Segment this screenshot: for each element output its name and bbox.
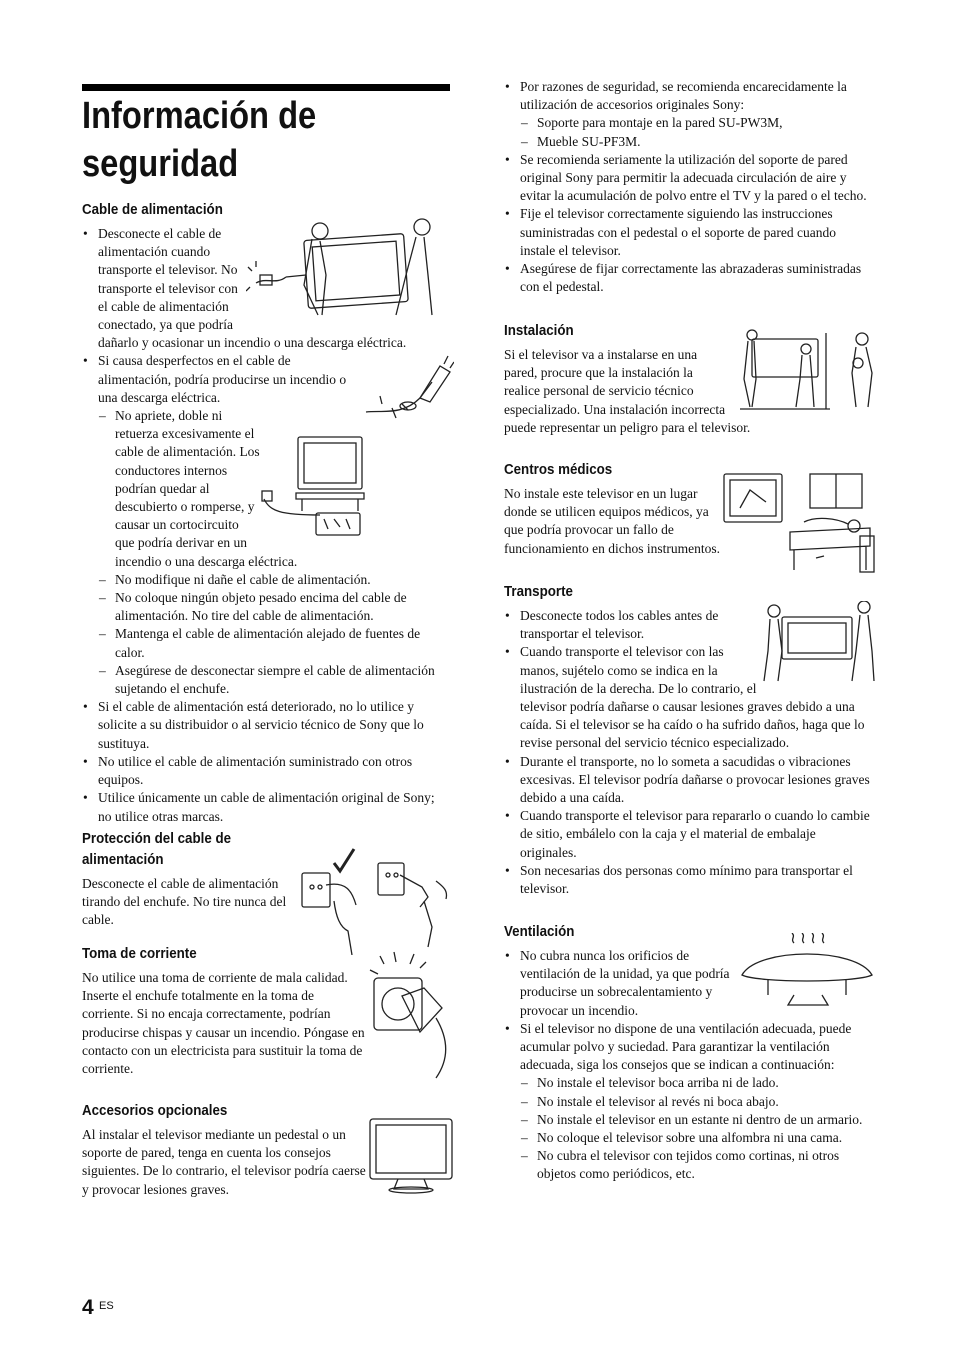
list-item: – Asegúrese de desconectar siempre el cable de alimentación sujetando el enchufe. <box>98 662 450 698</box>
list-item: • Cuando transporte el televisor con las manos, sujételo como se indica en la ilustración de la derecha. De lo contrario, el televisor podría dañarse o causar lesiones graves debido a una caída. Si el televisor se ha caído o ha sufrido daños, haga que lo revise personal del servicio técnico especializado. <box>504 643 872 752</box>
list-item: • No utilice el cable de alimentación suministrado con otros equipos. <box>82 753 450 789</box>
outlet-sparks-illustration <box>366 948 454 1080</box>
heading-ventilacion: Ventilación <box>504 924 575 940</box>
page-language: ES <box>99 1300 114 1312</box>
list-item: – No instale el televisor boca arriba ni de lado. <box>520 1074 872 1092</box>
list-item: • Durante el transporte, no lo someta a sacudidas o vibraciones excesivas. El televisor podría dañarse o provocar lesiones graves debido a una caída. <box>504 753 872 808</box>
heading-transporte: Transporte <box>504 584 573 600</box>
hospital-illustration <box>720 472 876 574</box>
list-item: – No coloque el televisor sobre una alfombra ni una cama. <box>520 1129 872 1147</box>
list-item: – No cubra el televisor con tejidos como cortinas, ni otros objetos como periódicos, etc. <box>520 1147 872 1183</box>
list-item: • No cubra nunca los orificios de ventilación de la unidad, ya que podría producirse un sobrecalentamiento y provocar un incendio. <box>504 947 872 1020</box>
list-item: – No instale el televisor en un estante ni dentro de un armario. <box>520 1111 872 1129</box>
list-item: • Si causa desperfectos en el cable de alimentación, podría producirse un incendio o una descarga eléctrica. – No apriete, doble ni retuerza excesivamente el cable de alimentación. Los conductores internos podrían quedar al descubierto o romperse, y causar un cortocircuito que podría derivar en un incendio o una descarga eléctrica. – No modifique ni dañe el cable de alimentación. – No coloque ningún objeto pesado encima del cable de alimentación. No tire del cable de alimentación. – Mantenga el cable de alimentación alejado de fuentes de calor. – Asegúrese de desconectar siempre el cable de alimentación sujetando el enchufe. <box>82 352 450 698</box>
list-item: – No instale el televisor al revés ni boca abajo. <box>520 1093 872 1111</box>
list-item: – No modifique ni dañe el cable de alimentación. <box>98 571 450 589</box>
list-item: • Si el televisor no dispone de una ventilación adecuada, puede acumular polvo y suciedad. Para garantizar la ventilación adecuada, siga los consejos que se indican a continuación: – No instale el televisor boca arriba ni de lado. – No instale el televisor al revés ni boca abajo. – No instale el televisor en un estante ni dentro de un armario. – No coloque el televisor sobre una alfombra ni una cama. – No cubra el televisor con tejidos como cortinas, ni otros objetos como periódicos, etc. <box>504 1020 872 1184</box>
section-proteccion <box>82 829 450 955</box>
list-item: • Si el cable de alimentación está deteriorado, no lo utilice y solicite a su distribuidor o al servicio técnico de Sony que lo sustituya. <box>82 698 450 753</box>
heading-toma: Toma de corriente <box>82 946 197 962</box>
section-instalacion <box>504 321 872 437</box>
section-cable <box>82 200 450 826</box>
list-item: • Por razones de seguridad, se recomienda encarecidamente la utilización de accesorios originales Sony: – Soporte para montaje en la pared SU-PW3M, – Mueble SU-PF3M. <box>504 78 872 151</box>
list-item: – Soporte para montaje en la pared SU-PW3M, <box>520 114 872 132</box>
covered-tv-illustration <box>738 933 876 1007</box>
heading-cable: Cable de alimentación <box>82 202 223 218</box>
list-item: • Se recomienda seriamente la utilización del soporte de pared original Sony para permitir la adecuada circulación de aire y evitar la acumulación de polvo entre el TV y la pared o el techo. <box>504 151 872 206</box>
heading-accesorios: Accesorios opcionales <box>82 1103 228 1119</box>
list-item: • Desconecte el cable de alimentación cuando transporte el televisor. No transporte el televisor con el cable de alimentación conectado, ya que podría dañarlo y ocasionar un incendio o una descarga eléctrica. <box>82 225 450 352</box>
section-centros <box>504 460 872 574</box>
list-item: – Mantenga el cable de alimentación alejado de fuentes de calor. <box>98 625 450 661</box>
heading-centros: Centros médicos <box>504 462 613 478</box>
page-number: 4 <box>82 1296 94 1319</box>
list-item: – No apriete, doble ni retuerza excesivamente el cable de alimentación. Los conductores internos podrían quedar al descubierto o romperse, y causar un cortocircuito que podría derivar en un incendio o una descarga eléctrica. <box>98 407 450 571</box>
section-accesorios <box>82 1101 450 1199</box>
list-item: – Mueble SU-PF3M. <box>520 133 872 151</box>
tv-on-cord-illustration <box>260 435 366 539</box>
heading-proteccion: Protección del cable de alimentación <box>82 831 232 868</box>
centros-text: No instale este televisor en un lugar donde se utilicen equipos médicos, ya que podría provocar un fallo de funcionamiento en dichos instrumentos. <box>504 486 720 556</box>
tv-stand-illustration <box>368 1115 454 1195</box>
proteccion-text: Desconecte el cable de alimentación tirando del enchufe. No tire nunca del cable. <box>82 876 287 928</box>
unplug-plug-illustration <box>296 847 454 955</box>
list-item: • Fije el televisor correctamente siguiendo las instrucciones suministradas con el pedestal o el soporte de pared cuando instale el televisor. <box>504 205 872 260</box>
tv-carry-illustration <box>246 215 454 325</box>
page-title: Información de seguridad <box>82 95 317 185</box>
list-item: • Cuando transporte el televisor para repararlo o cuando lo cambie de sitio, embálelo con la caja y el material de embalaje originales. <box>504 807 872 862</box>
accesorios-text: Al instalar el televisor mediante un pedestal o un soporte de pared, tenga en cuenta los consejos siguientes. De lo contrario, el televisor podría caerse y provocar lesiones graves. <box>82 1127 366 1197</box>
list-item: • Desconecte todos los cables antes de transportar el televisor. <box>504 607 872 643</box>
list-item: • Utilice únicamente un cable de alimentación original de Sony; no utilice otras marcas. <box>82 789 450 825</box>
title-rule <box>82 84 450 91</box>
list-item: • Asegúrese de fijar correctamente las abrazaderas suministradas con el pedestal. <box>504 260 872 296</box>
section-toma <box>82 944 450 1080</box>
section-accesorios-cont <box>504 78 872 296</box>
list-item: • Son necesarias dos personas como mínimo para transportar el televisor. <box>504 862 872 898</box>
section-transporte <box>504 582 872 898</box>
list-item: – No coloque ningún objeto pesado encima del cable de alimentación. No tire del cable de alimentación. <box>98 589 450 625</box>
instalacion-text: Si el televisor va a instalarse en una pared, procure que la instalación la realice personal de servicio técnico especializado. Una instalación incorrecta puede representar un peligro para el televisor. <box>504 347 751 435</box>
toma-text: No utilice una toma de corriente de mala calidad. Inserte el enchufe totalmente en la toma de corriente. Si no encaja correctamente, podrían producirse chispas y causar un incendio. Póngase en contacto con un electricista para sustituir la toma de corriente. <box>82 970 365 1077</box>
heading-instalacion: Instalación <box>504 323 574 339</box>
section-ventilacion <box>504 922 872 1184</box>
